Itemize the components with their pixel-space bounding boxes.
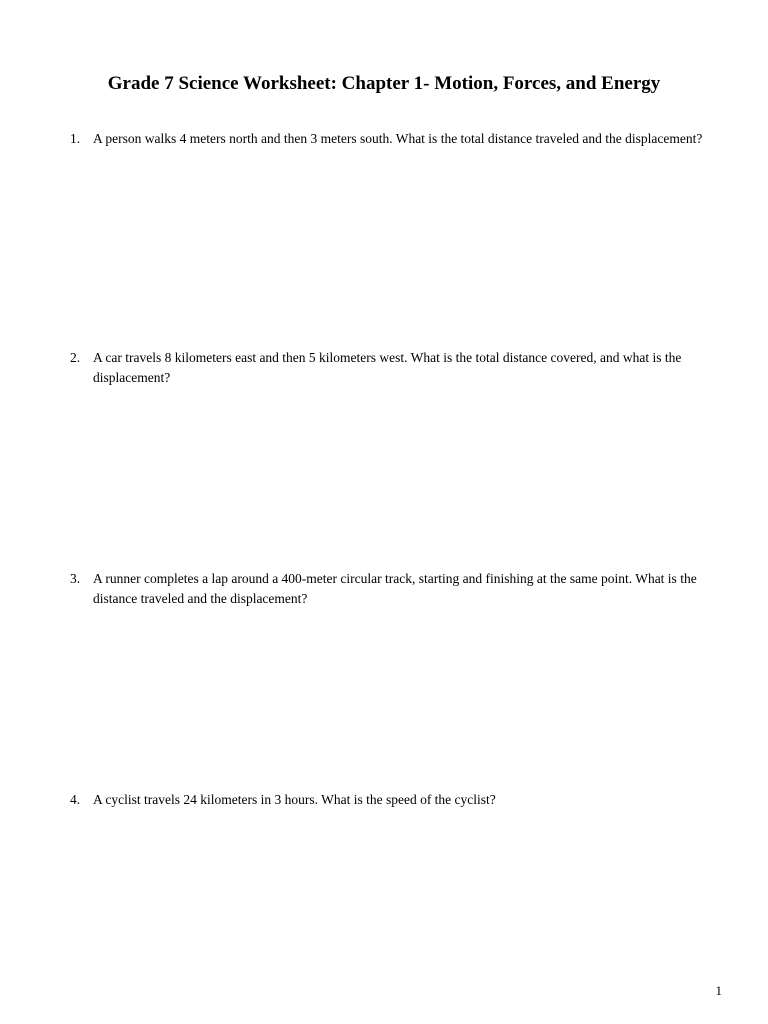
question-number: 3. (70, 571, 81, 586)
question-number: 1. (70, 131, 81, 146)
question-2 (70, 348, 720, 387)
page-number: 1 (715, 983, 722, 998)
question-text: A runner completes a lap around a 400-meter circular track, starting and finishing at the same point. What is the distance traveled and the displacement? (93, 571, 697, 606)
question-1 (70, 129, 720, 149)
worksheet-title: Grade 7 Science Worksheet: Chapter 1- Motion, Forces, and Energy (107, 73, 661, 94)
question-3 (70, 569, 720, 608)
question-text: A person walks 4 meters north and then 3 meters south. What is the total distance traveled and the displacement? (93, 131, 703, 146)
question-4 (70, 790, 720, 810)
question-number: 2. (70, 350, 81, 365)
question-text: A car travels 8 kilometers east and then 5 kilometers west. What is the total distance covered, and what is the displacement? (93, 350, 682, 385)
question-text: A cyclist travels 24 kilometers in 3 hours. What is the speed of the cyclist? (93, 792, 496, 807)
question-number: 4. (70, 792, 81, 807)
